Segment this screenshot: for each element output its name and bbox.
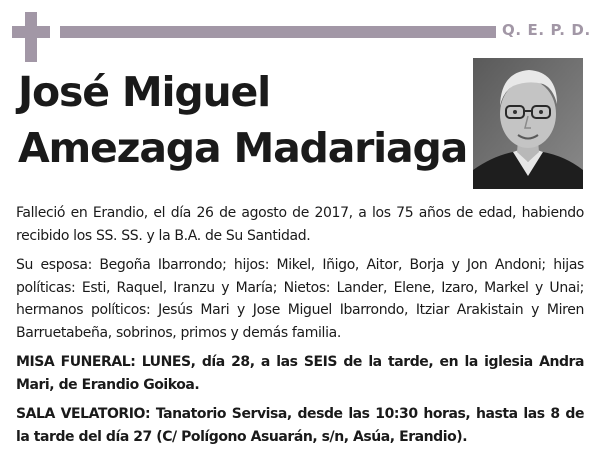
cross-horizontal [12, 26, 50, 38]
portrait-illustration [473, 58, 583, 189]
death-paragraph: Falleció en Erandio, el día 26 de agosto de 2017, a los 75 años de edad, habiendo recibido los SS. SS. y la B.A. de Su Santidad. [16, 205, 584, 244]
funeral-mass-paragraph: MISA FUNERAL: LUNES, día 28, a las SEIS de la tarde, en la iglesia Andra Mari, de Erandio Goikoa. [16, 354, 584, 393]
obituary-text [16, 202, 584, 455]
name-line-1: José Miguel [18, 68, 270, 116]
qepd-label: Q. E. P. D. [502, 21, 591, 39]
cross-icon [12, 12, 50, 62]
header-bar [60, 26, 496, 38]
name-line-2: Amezaga Madariaga [18, 124, 468, 172]
wake-room-paragraph: SALA VELATORIO: Tanatorio Servisa, desde las 10:30 horas, hasta las 8 de la tarde del día 27 (C/ Polígono Asuarán, s/n, Asúa, Erandio). [16, 406, 584, 445]
family-paragraph: Su esposa: Begoña Ibarrondo; hijos: Mikel, Iñigo, Aitor, Borja y Jon Andoni; hijas políticas: Esti, Raquel, Iranzu y María; Nietos: Lander, Elene, Izaro, Markel y Unai; hermanos políticos: Jesús Mari y Jose Miguel Ibarrondo, Itziar Arakistain y Miren Barruetabeña, sobrinos, primos y demás familia. [16, 257, 584, 341]
deceased-name [18, 64, 468, 176]
portrait-photo [473, 58, 583, 189]
